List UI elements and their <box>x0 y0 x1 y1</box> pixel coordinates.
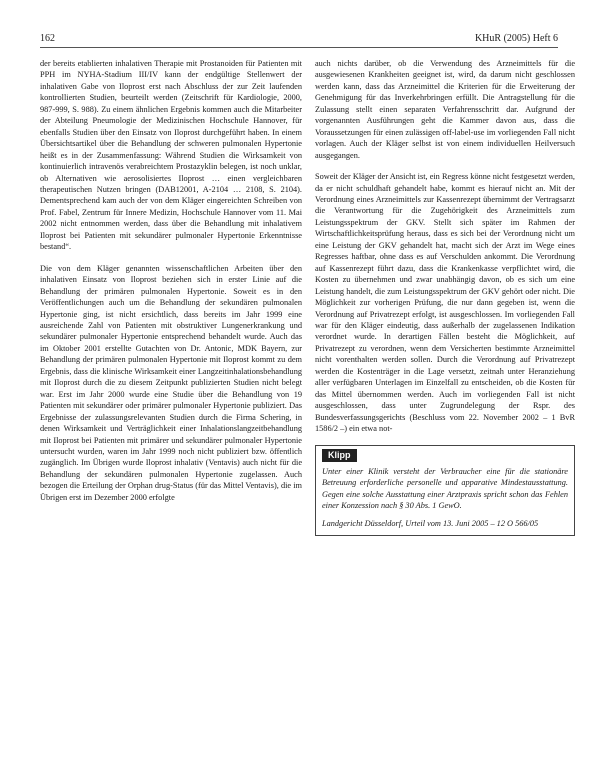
paragraph: Die von dem Kläger genannten wissenschaftlichen Arbeiten über den inhalativen Einsatz von Iloprost beziehen sich in erster Linie auf die Behandlung der primären pulmonalen Hypertonie. Soweit es in den Veröffentlichungen auch um die Behandlung der sekundären pulmonalen Hypertonie ging, ist nicht ersichtlich, dass bereits im Jahr 1999 eine ausreichende Zahl von Patienten mit obstruktiver Lungenerkrankung und sekundärer pulmonaler Hypertonie entsprechend behandelt wurde. Auch das im Oktober 2001 erstellte Gutachten von Dr. Antonic, MDK Bayern, zur Behandlung der primären pulmonalen Hypertonie mit Iloprost kommt zu dem Ergebnis, dass die klinische Wirksamkeit einer Langzeitinhalationsbehandlung mit Iloprost durch die zu diesem Zeitpunkt publizierten Studien nicht belegt war. Erst im Jahr 2000 wurde eine Studie über die Behandlung von 19 Patienten mit sekundärer oder primärer pulmonaler Hypertonie publiziert. Das Ergebnisse der zulassungsrelevanten Studien durch die Firma Schering, in denen Wirksamkeit und Verträglichkeit einer Inhalationslangzeitbehandlung mit Iloprost bei Patienten mit primärer und sekundärer pulmonaler Hypertonie untersucht wurden, waren im Jahr 1999 noch nicht publiziert bzw. öffentlich zugänglich. Im Übrigen wurde Iloprost inhalativ (Ventavis) auch nicht für die Behandlung der sekundären pulmonalen Hypertonie zugelassen. Auch bezogen die Erteilung der Orphan drug-Status (für das Mittel Ventavis), die im Übrigen erst im Dezember 2000 erfolgte <box>40 263 302 502</box>
header-rule <box>40 47 558 48</box>
journal-title: KHuR (2005) Heft 6 <box>474 33 558 44</box>
page-number: 162 <box>40 33 55 44</box>
paragraph: Soweit der Kläger der Ansicht ist, ein Regress könne nicht festgesetzt werden, da er nicht schuldhaft gehandelt habe, kommt es hierauf nicht an. Mit der Verordnung eines Arzneimittels zur Kassenrezept übernimmt der Vertragsarzt die Verantwortung für die Zugehörigkeit des Arzneimittels zum Leistungsspektrum der GKV. Stellt sich später im Rahmen der Wirtschaftlichkeitsprüfung heraus, dass es sich bei der Verordnung nicht um eine Leistung der GKV gehandelt hat, macht sich der Arzt im Wege eines Regresses haftbar, ohne dass es auf Verschulden ankommt. Die Verordnung auf Kassenrezept führt dazu, dass die Krankenkasse verpflichtet wird, die Kosten zu übernehmen und zwar unabhängig davon, ob es sich um eine Leistung handelt, die zum Leistungsspektrum der GKV gehört oder nicht. Die Möglichkeit zur vorherigen Prüfung, die nur dann gegeben ist, wenn die Verordnung auf Privatrezept erfolgt, ist ausgeschlossen. Im vorliegenden Fall war für den Kläger eindeutig, dass außerhalb der zugelassenen Indikation verordnet wurde. In derartigen Fällen besteht die Möglichkeit, auf Privatrezept zu verordnen, wenn dem Versicherten bestimmte Arzneimittel nicht vorenthalten werden sollen. Durch die Verordnung auf Privatrezept werden die Kostenträger in die Lage versetzt, zeitnah unter Heranziehung aller verfügbaren Unterlagen im Einzelfall zu entscheiden, ob die Kosten für das Mittel übernommen werden. Auch im vorliegenden Fall ist nicht ausgeschlossen, dass unter Zugrundelegung der Rspr. des Bundesverfassungsgerichts (Beschluss vom 22. November 2002 – 1 BvR 1586/2 –) ein etwa not- <box>315 172 575 434</box>
klipp-source: Landgericht Düsseldorf, Urteil vom 13. Juni 2005 – 12 O 566/05 <box>322 518 539 528</box>
paragraph: der bereits etablierten inhalativen Therapie mit Prostanoiden für Patienten mit PPH im NYHA-Stadium III/IV kann der endgültige Stellenwert der inhalativen Gabe von Iloprost erst nach Abschluss der zur Zeit laufenden kontrollierten Studien, beurteilt werden (Zeitschrift für Kardiologie, 2000, 987-999, S. 988). Zu einem ähnlichen Ergebnis kommen auch die Mitarbeiter der Abteilung Pneumologie der Medizinischen Hochschule Hannover, für ebenfalls Studien über den Einsatz von Iloprost durchgeführt haben. In einem Übersichtsartikel über die Behandlung der schweren pulmonalen Hypertonie heißt es in der Zusammenfassung: Während Studien die Wirksamkeit von kontinuierlich intravenös verabreichtem Prostazyklin belegen, ist noch unklar, ob Alternativen wie aerosolisiertes Iloprost … einen vergleichbaren therapeutischen Nutzen bringen (DAB12001, A-2104 … 2108, S. 2104). Dementsprechend kam auch der von dem Kläger eingereichten Schreiben von Prof. Fabel, Zentrum für Innere Medizin, Hochschule Hannover vom 11. Mai 2002 nicht entnommen werden, dass über die Behandlung mit inhalativem Iloprost bei Patienten mit sekundärer pulmonaler Hypertonie Erkenntnisse bestand“. <box>40 59 302 252</box>
right-column <box>315 58 575 536</box>
paragraph: auch nichts darüber, ob die Verwendung des Arzneimittels für die ausgewiesenen Krankheiten geeignet ist, wird, da darum nicht geschlossen werden kann, dass das Arzneimittel die Kriterien für die Erweiterung der Genehmigung für das Inverkehrbringen erfüllt. Die Antragstellung für die Zulassung stellt einen separaten Verfahrensschritt dar. Aufgrund der vorgenannten Ausführungen geht die Kammer davon aus, dass die Voraussetzungen für einen zulässigen off-label-use im vorliegenden Fall nicht vorlagen. Auch der Kläger selbst ist von einem individuellen Heilversuch ausgegangen. <box>315 59 575 160</box>
klipp-box <box>315 445 575 537</box>
page-header <box>40 33 558 44</box>
left-column <box>40 58 302 513</box>
klipp-title: Klipp <box>322 449 357 462</box>
klipp-body: Unter einer Klinik versteht der Verbraucher eine für die stationäre Betreuung erforderliche personelle und apparative Mindestausstattung. Gegen eine solche Ausstattung einer Arztpraxis spricht schon das Fehlen einer Konzession nach § 30 Abs. 1 GewO. <box>322 466 568 511</box>
